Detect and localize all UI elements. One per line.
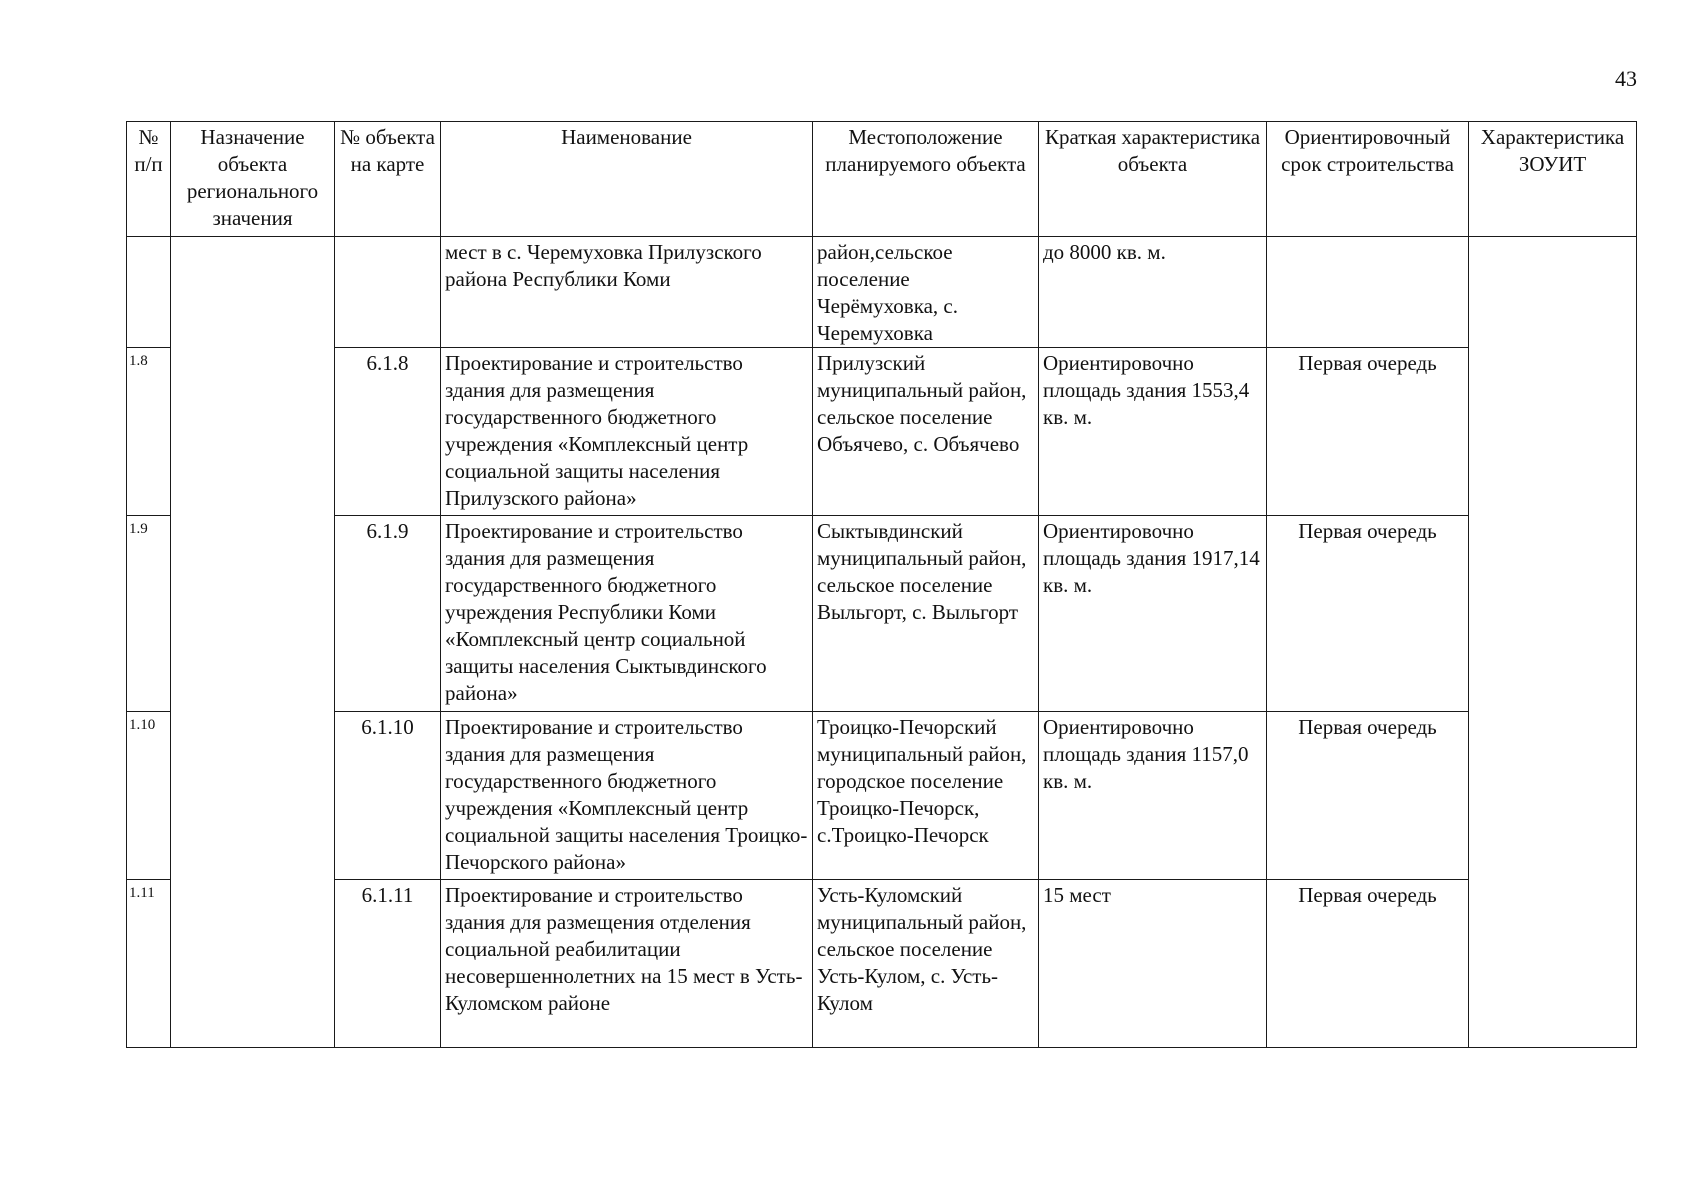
table-header-row bbox=[127, 122, 1637, 237]
object-name: мест в с. Черемуховка Прилузского района Республики Коми bbox=[441, 237, 813, 348]
purpose-cell bbox=[171, 237, 335, 1048]
object-brief: Ориентировочно площадь здания 1157,0 кв. м. bbox=[1039, 712, 1267, 880]
construction-term: Первая очередь bbox=[1267, 348, 1469, 516]
map-num: 6.1.11 bbox=[335, 880, 441, 1048]
construction-term: Первая очередь bbox=[1267, 516, 1469, 712]
object-location: Усть-Куломский муниципальный район, сельское поселение Усть-Кулом, с. Усть-Кулом bbox=[813, 880, 1039, 1048]
header-brief: Краткая характеристика объекта bbox=[1039, 122, 1267, 237]
header-name: Наименование bbox=[441, 122, 813, 237]
row-num: 1.9 bbox=[127, 516, 171, 712]
header-location: Местоположение планируемого объекта bbox=[813, 122, 1039, 237]
row-num: 1.11 bbox=[127, 880, 171, 1048]
map-num: 6.1.8 bbox=[335, 348, 441, 516]
object-name: Проектирование и строительство здания для размещения отделения социальной реабилитации несовершеннолетних на 15 мест в Усть-Куломском районе bbox=[441, 880, 813, 1048]
construction-term: Первая очередь bbox=[1267, 880, 1469, 1048]
zouit-cell bbox=[1469, 237, 1637, 1048]
header-num: № п/п bbox=[127, 122, 171, 237]
object-location: Троицко-Печорский муниципальный район, городское поселение Троицко-Печорск, с.Троицко-Печорск bbox=[813, 712, 1039, 880]
header-map-num: № объекта на карте bbox=[335, 122, 441, 237]
row-num bbox=[127, 237, 171, 348]
object-location: район,сельское поселение Черёмуховка, с. Черемуховка bbox=[813, 237, 1039, 348]
object-brief: 15 мест bbox=[1039, 880, 1267, 1048]
construction-term bbox=[1267, 237, 1469, 348]
page-number: 43 bbox=[1615, 66, 1637, 91]
object-brief: Ориентировочно площадь здания 1553,4 кв. м. bbox=[1039, 348, 1267, 516]
table-row bbox=[127, 712, 1637, 880]
header-term: Ориентировочный срок строительства bbox=[1267, 122, 1469, 237]
object-brief: до 8000 кв. м. bbox=[1039, 237, 1267, 348]
map-num: 6.1.10 bbox=[335, 712, 441, 880]
object-location: Сыктывдинский муниципальный район, сельское поселение Выльгорт, с. Выльгорт bbox=[813, 516, 1039, 712]
object-name: Проектирование и строительство здания для размещения государственного бюджетного учреждения «Комплексный центр социальной защиты населения Прилузского района» bbox=[441, 348, 813, 516]
table-row bbox=[127, 880, 1637, 1048]
map-num: 6.1.9 bbox=[335, 516, 441, 712]
row-num: 1.10 bbox=[127, 712, 171, 880]
object-brief: Ориентировочно площадь здания 1917,14 кв. м. bbox=[1039, 516, 1267, 712]
objects-table bbox=[126, 121, 1637, 1048]
table-row bbox=[127, 237, 1637, 348]
object-name: Проектирование и строительство здания для размещения государственного бюджетного учреждения «Комплексный центр социальной защиты населения Троицко-Печорского района» bbox=[441, 712, 813, 880]
header-purpose: Назначение объекта регионального значения bbox=[171, 122, 335, 237]
object-name: Проектирование и строительство здания для размещения государственного бюджетного учреждения Республики Коми «Комплексный центр социальной защиты населения Сыктывдинского района» bbox=[441, 516, 813, 712]
header-zouit: Характеристика ЗОУИТ bbox=[1469, 122, 1637, 237]
table-row bbox=[127, 516, 1637, 712]
map-num bbox=[335, 237, 441, 348]
object-location: Прилузский муниципальный район, сельское поселение Объячево, с. Объячево bbox=[813, 348, 1039, 516]
row-num: 1.8 bbox=[127, 348, 171, 516]
table-row bbox=[127, 348, 1637, 516]
construction-term: Первая очередь bbox=[1267, 712, 1469, 880]
